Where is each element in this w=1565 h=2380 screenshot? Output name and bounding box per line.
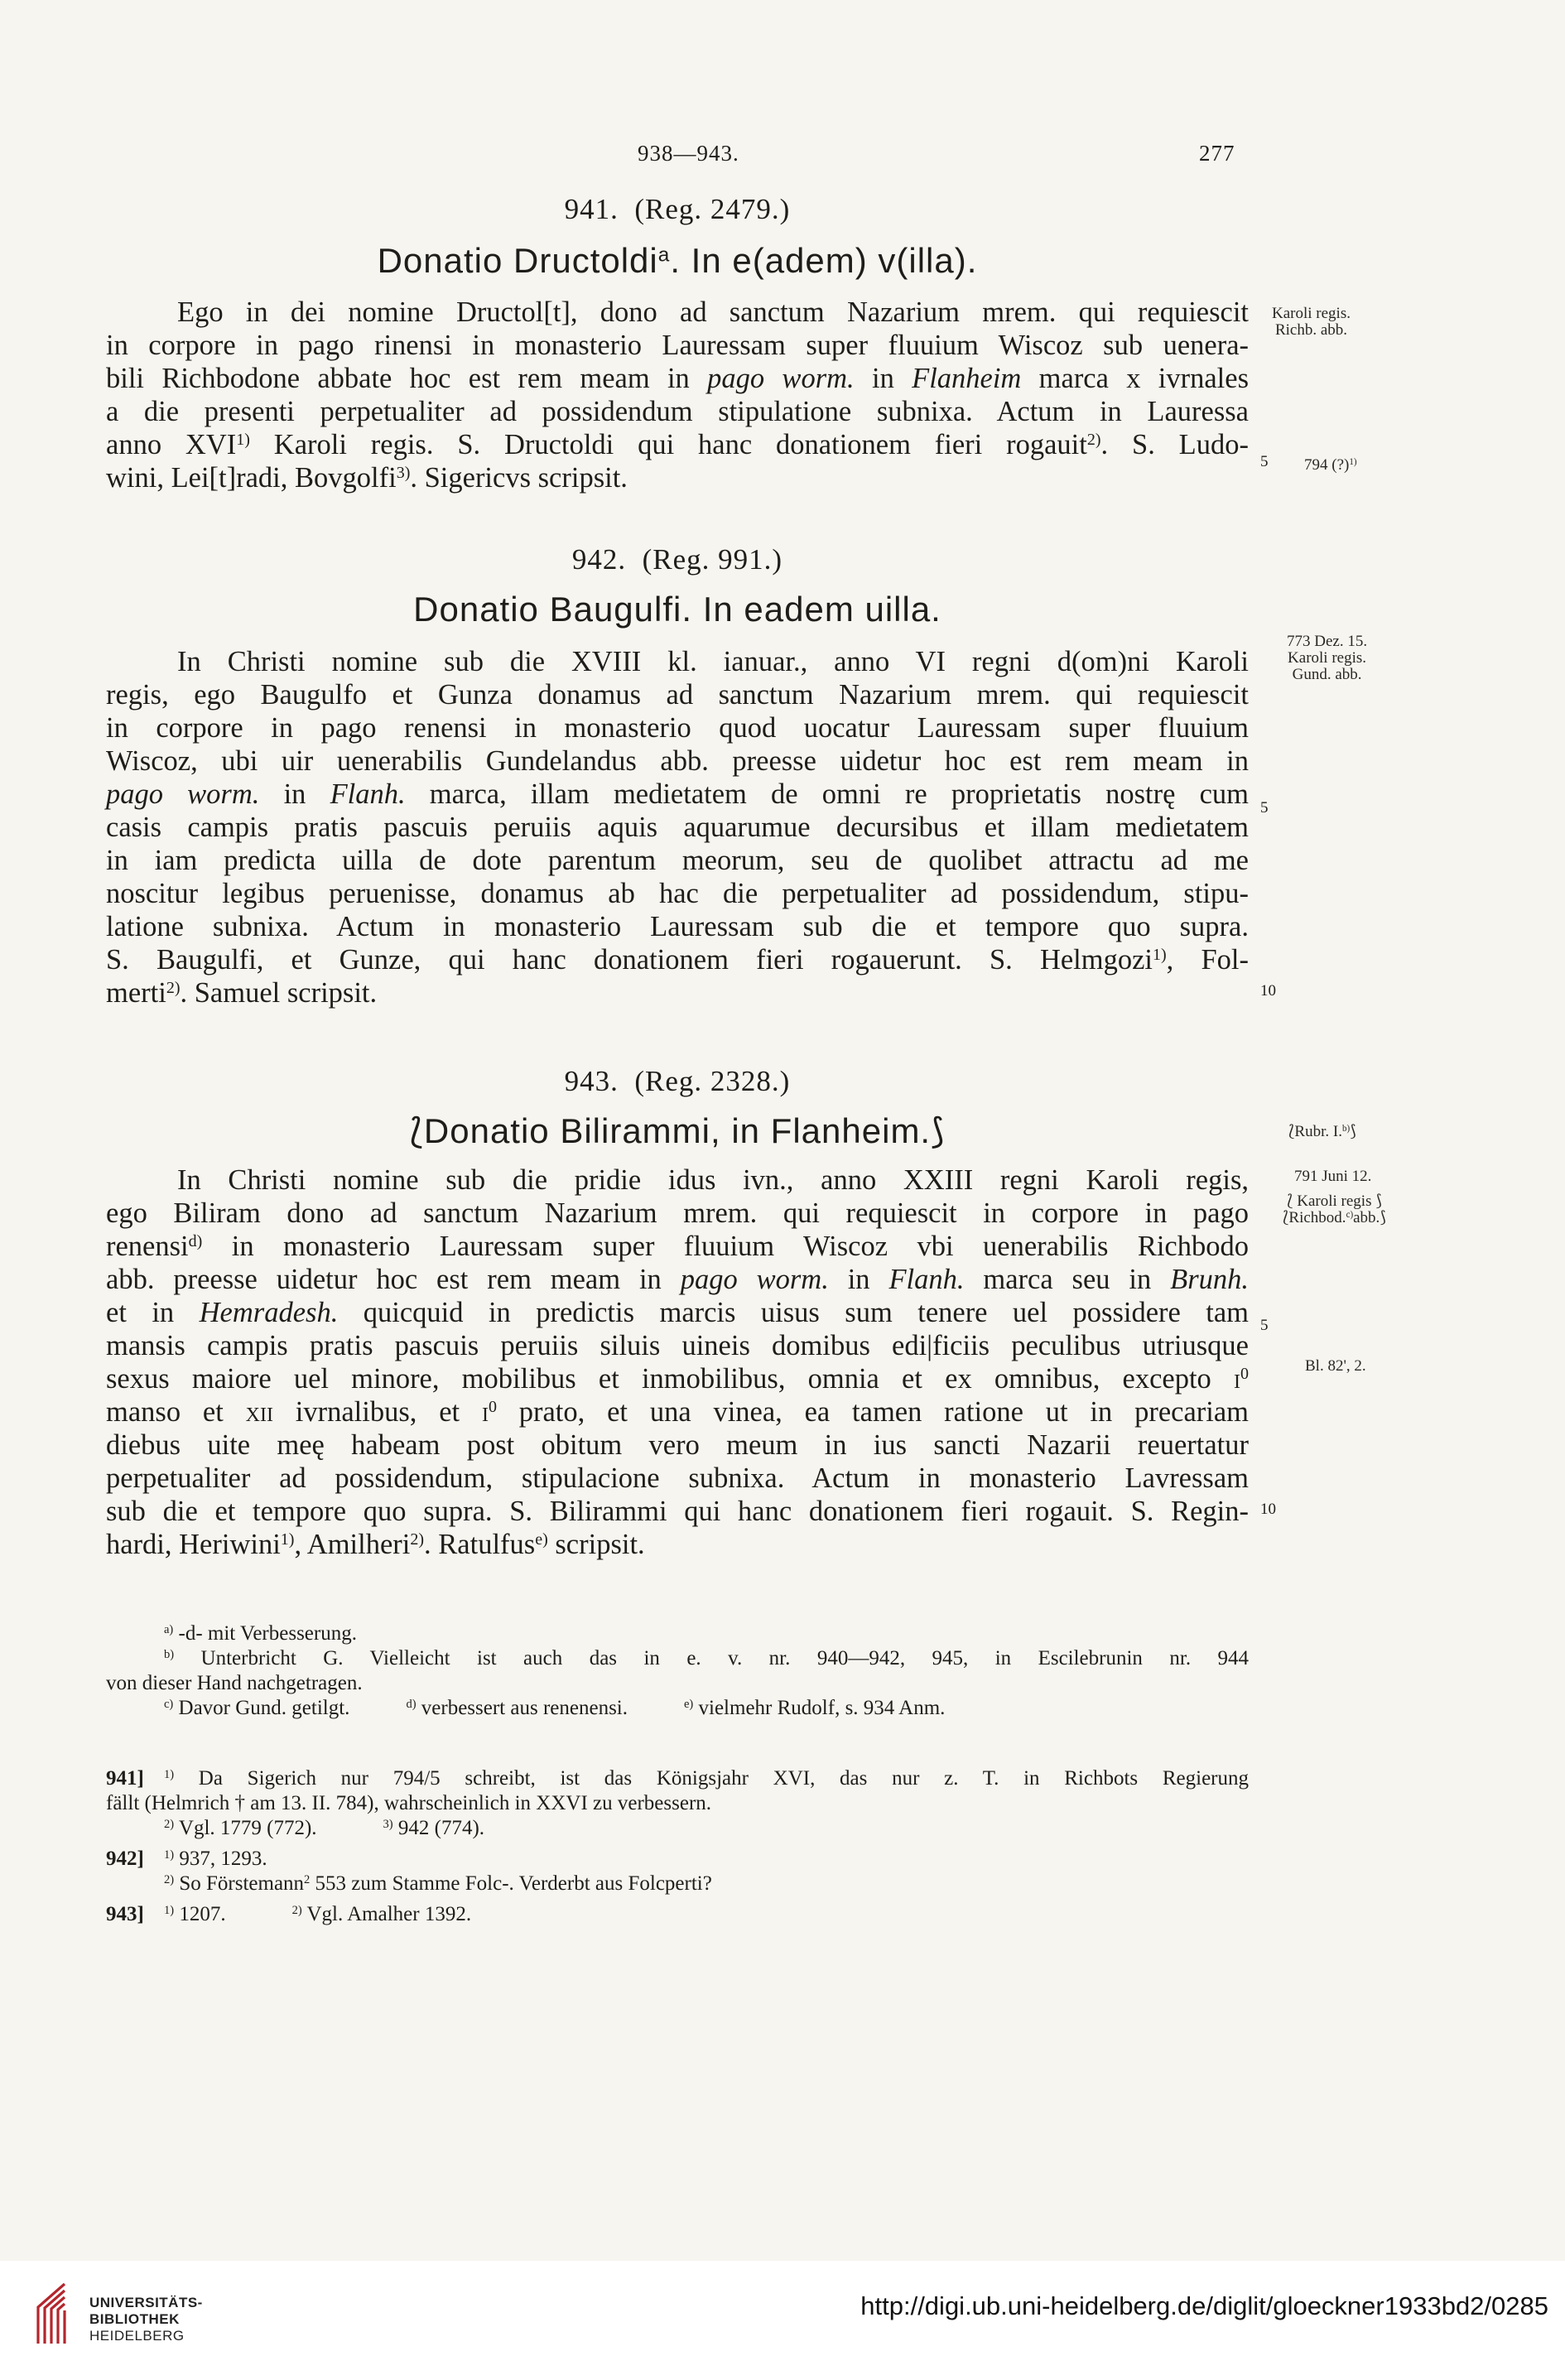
margin-note: 773 Dez. 15. Karoli regis. Gund. abb. xyxy=(1287,633,1368,683)
library-logo-text: UNIVERSITÄTS- BIBLIOTHEK HEIDELBERG xyxy=(89,2295,203,2344)
page-number: 277 xyxy=(1199,141,1235,166)
footnote: $^{c)}$ Davor Gund. getilgt. $^{d)}$ verbessert aus renenensi. $^{e)}$ vielmehr Rudolf, s. 934 Anm. xyxy=(164,1697,946,1719)
line-number: 10 xyxy=(1260,982,1276,1000)
text-line: regis, ego Baugulfo et Gunza donamus ad sanctum Nazarium mrem. qui requiescit xyxy=(106,679,1249,711)
doc-942-title: Donatio Baugulfi. In eadem uilla. xyxy=(413,590,941,629)
doc-941-heading xyxy=(106,193,1249,226)
text-line: latione subnixa. Actum in monasterio Lauressam sub die et tempore quo supra. xyxy=(106,911,1249,942)
text-line: merti$^{2)}$. Samuel scripsit. xyxy=(106,977,378,1009)
text-line: noscitur legibus peruenisse, donamus ab hac die perpetualiter ad possidendum, stipu- xyxy=(106,878,1249,909)
text-line: Ego in dei nomine Dructol[t], dono ad sanctum Nazarium mrem. qui requiescit xyxy=(177,296,1249,328)
footer-bar xyxy=(0,2261,1565,2380)
footnote: 943] $^{1)}$ 1207. $^{2)}$ Vgl. Amalher 1392. xyxy=(106,1903,472,1925)
reg-number: (Reg. 2328.) xyxy=(634,1065,791,1097)
footnote-doc-label: 942] xyxy=(106,1848,144,1870)
text-line: a die presenti perpetualiter ad possidendum stipulatione subnixa. Actum in Lauressa xyxy=(106,396,1249,427)
footnote: $^{a)}$ -d- mit Verbesserung. xyxy=(164,1622,357,1645)
text-line: In Christi nomine sub die XVIII kl. ianuar., anno VI regni d(om)ni Karoli xyxy=(177,646,1249,677)
footnote: von dieser Hand nachgetragen. xyxy=(106,1672,363,1694)
text-line: sexus maiore uel minore, mobilibus et inmobilibus, omnia et ex omnibus, excepto $i^0$ xyxy=(106,1363,1249,1395)
doc-number: 943. xyxy=(564,1065,619,1097)
text-line: bili Richbodone abbate hoc est rem meam in pago worm. in Flanheim marca x ivrnales xyxy=(106,363,1250,394)
text-line: S. Baugulfi, et Gunze, qui hanc donationem fieri rogauerunt. S. Helmgozi$^{1)}$, Fol- xyxy=(106,944,1249,976)
doc-942-body xyxy=(106,645,1249,1009)
doc-943-body xyxy=(106,1164,1249,1561)
footnote: $^{b)}$ Unterbricht G. Vielleicht ist auch das in e. v. nr. 940—942, 945, in Escilebrunin nr. 944 xyxy=(164,1647,1249,1669)
running-header-range: 938—943. xyxy=(638,141,739,166)
margin-note: ⟅Rubr. I.$^{b)}$⟆ xyxy=(1288,1123,1356,1140)
doc-number: 942. xyxy=(571,543,627,576)
text-line: manso et xii ivrnalibus, et $i^0$ prato, et una vinea, ea tamen ratione ut in precariam xyxy=(106,1396,1249,1428)
footnote: 941] $^{1)}$ Da Sigerich nur 794/5 schreibt, ist das Königsjahr XVI, das nur z. T. in Richbots Regierung xyxy=(106,1767,1249,1790)
line-number: 5 xyxy=(1260,1317,1269,1334)
footnote: fällt (Helmrich † am 13. II. 784), wahrscheinlich in XXVI zu verbessern. xyxy=(106,1792,712,1814)
line-number: 5 xyxy=(1260,453,1269,470)
margin-note: 791 Juni 12. xyxy=(1294,1168,1372,1185)
text-line: in iam predicta uilla de dote parentum meorum, seu de quolibet attractu ad me xyxy=(106,845,1249,876)
doc-number: 941. xyxy=(564,193,619,225)
doc-941-title: Donatio Dructoldi$^a$. In e(adem) v(illa). xyxy=(377,241,978,280)
doc-941-body xyxy=(106,296,1249,494)
text-line: In Christi nomine sub die pridie idus ivn., anno XXIII regni Karoli regis, xyxy=(177,1164,1249,1196)
text-line: in corpore in pago rinensi in monasterio Lauressam super fluuium Wiscoz sub uenera- xyxy=(106,330,1249,361)
reg-number: (Reg. 991.) xyxy=(642,543,783,576)
footnote: 942] $^{1)}$ 937, 1293. xyxy=(106,1848,267,1870)
footnote: $^{2)}$ Vgl. 1779 (772). $^{3)}$ 942 (774). xyxy=(164,1817,485,1839)
footnote: $^{2)}$ So Förstemann$^2$ 553 zum Stamme Folc-. Verderbt aus Folcperti? xyxy=(164,1872,712,1895)
text-line: hardi, Heriwini$^{1)}$, Amilheri$^{2)}$. Ratulfus$^{e)}$ scripsit. xyxy=(106,1529,645,1560)
margin-note: Karoli regis. Richb. abb. xyxy=(1272,305,1351,339)
reg-number: (Reg. 2479.) xyxy=(634,193,791,225)
text-line: sub die et tempore quo supra. S. Bilirammi qui hanc donationem fieri rogauit. S. Regin- xyxy=(106,1496,1249,1527)
text-line: diebus uite meę habeam post obitum vero meum in ius sancti Nazarii reuertatur xyxy=(106,1429,1249,1461)
text-line: wini, Lei[t]radi, Bovgolfi$^{3)}$. Sigericvs scripsit. xyxy=(106,462,628,494)
text-line: pago worm. in Flanh. marca, illam medietatem de omni re proprietatis nostrę cum xyxy=(106,778,1249,810)
doc-942-heading xyxy=(106,543,1249,576)
text-line: in corpore in pago renensi in monasterio quod uocatur Lauressam super fluuium xyxy=(106,712,1249,744)
margin-note: Bl. 82', 2. xyxy=(1305,1357,1366,1375)
margin-note: ⟅ Karoli regis ⟆ ⟅Richbod.$^{c)}$abb.⟆ xyxy=(1283,1192,1386,1226)
text-line: perpetualiter ad possidendum, stipulacione subnixa. Actum in monasterio Lavressam xyxy=(106,1462,1249,1494)
doc-943-heading xyxy=(106,1065,1249,1098)
text-line: anno XVI$^{1)}$ Karoli regis. S. Dructoldi qui hanc donationem fieri rogauit$^{2)}$. S. Ludo- xyxy=(106,429,1249,460)
footnote-ref: a xyxy=(657,243,671,267)
text-line: abb. preesse uidetur hoc est rem meam in pago worm. in Flanh. marca seu in Brunh. xyxy=(106,1264,1250,1295)
margin-note: 794 (?)$^{1)}$ xyxy=(1304,456,1357,474)
line-number: 5 xyxy=(1260,799,1269,817)
text-line: casis campis pratis pascuis peruiis aquis aquarumue decursibus et illam medietatem xyxy=(106,812,1249,843)
footnotes-commentary xyxy=(106,1766,1249,1927)
line-number: 10 xyxy=(1260,1501,1276,1518)
text-line: Wiscoz, ubi uir uenerabilis Gundelandus abb. preesse uidetur hoc est rem meam in xyxy=(106,745,1249,777)
footnote-doc-label: 941] xyxy=(106,1767,144,1790)
doc-943-title: ⟅Donatio Bilirammi, in Flanheim.⟆ xyxy=(409,1111,946,1150)
footnotes-apparatus xyxy=(106,1621,1249,1721)
text-line: ego Biliram dono ad sanctum Nazarium mrem. qui requiescit in corpore in pago xyxy=(106,1197,1249,1229)
text-line: renensi$^{d)}$ in monasterio Lauressam super fluuium Wiscoz vbi uenerabilis Richbodo xyxy=(106,1231,1249,1262)
ub-heidelberg-logo-icon xyxy=(31,2279,98,2354)
text-line: et in Hemradesh. quicquid in predictis marcis uisus sum tenere uel possidere tam xyxy=(106,1297,1250,1328)
source-url-link[interactable]: http://digi.ub.uni-heidelberg.de/diglit/gloeckner1933bd2/0285 xyxy=(860,2291,1548,2320)
text-line: mansis campis pratis pascuis peruiis siluis uineis domibus edi|ficiis peculibus utriusque xyxy=(106,1330,1249,1361)
footnote-doc-label: 943] xyxy=(106,1903,144,1925)
